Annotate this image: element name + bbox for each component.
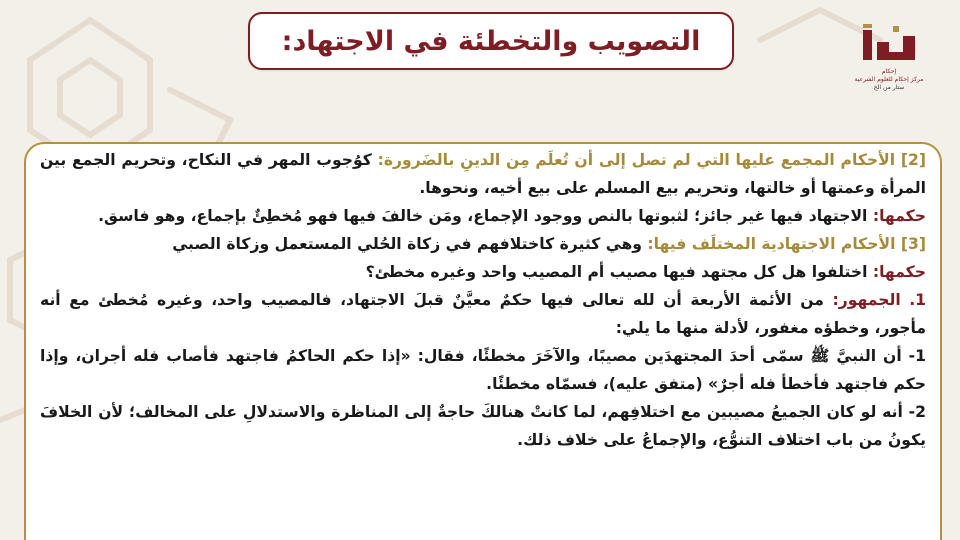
paragraph-evidence-1	[40, 342, 926, 398]
view-label: 1. الجمهور:	[832, 291, 927, 309]
paragraph-evidence-2	[40, 398, 926, 454]
paragraph-text: وهي كثيرة كاختلافهم في زكاة الحُلي المستعمل وزكاة الصبي	[172, 235, 648, 253]
logo	[848, 22, 930, 94]
paragraph-text: 2- أنه لو كان الجميعُ مصيبين مع اختلافِهم، لما كانتْ هنالكَ حاجةٌ إلى المناظرة والاستدلالِ على المخالف؛ لأن الخلافَ يكونُ من باب اختلاف التنوُّع، والإجماعُ على خلاف ذلك.	[40, 403, 926, 449]
page-title: التصويب والتخطئة في الاجتهاد:	[281, 25, 701, 57]
logo-tagline: ستار من الخ	[873, 84, 905, 91]
ruling-label: حكمها:	[872, 263, 926, 281]
paragraph-majority-view	[40, 286, 926, 342]
logo-name: إحكام	[881, 68, 897, 75]
paragraph-text: 1- أن النبيَّ ﷺ سمّى أحدَ المجتهدَين مصيبًا، والآخَرَ مخطئًا، فقال: «إذا حكم الحاكمُ فاجتهد فأصاب فله أجران، وإذا حكم فاجتهد فأخطأ فله أجرٌ» (متفق عليه)، فسمّاه مخطئًا.	[40, 347, 926, 393]
logo-subtitle: مركز إحكام للعلوم الشرعية	[854, 76, 924, 83]
paragraph-ijma-rulings	[40, 146, 926, 202]
paragraph-disputed-rulings	[40, 230, 926, 258]
paragraph-text: كوُجوب المهر في النكاح، وتحريم الجمع بين المرأة وعمتها أو خالتها، وتحريم بيع المسلم على بيع أخيه، ونحوها.	[40, 151, 926, 197]
paragraph-text: اختلفوا هل كل مجتهد فيها مصيب أم المصيب واحد وغيره مخطئ؟	[365, 263, 873, 281]
title-banner	[248, 12, 734, 70]
section-label: [2] الأحكام المجمع عليها التي لم تصل إلى أن تُعلَم مِن الدينِ بالضَرورة:	[377, 151, 926, 169]
paragraph-ruling-1	[40, 202, 926, 230]
ruling-label: حكمها:	[872, 207, 926, 225]
paragraph-text: الاجتهاد فيها غير جائز؛ لثبوتها بالنص ووجود الإجماع، ومَن خالفَ فيها فهو مُخطِئٌ بإجماع، وهو فاسق.	[98, 207, 873, 225]
paragraph-text: من الأئمة الأربعة أن لله تعالى فيها حكمٌ معيَّنٌ قبلَ الاجتهاد، فالمصيب واحد، وغيره مُخطئ مع أنه مأجور، وخطؤه مغفور، لأدلة منها ما يلي:	[40, 291, 926, 337]
paragraph-ruling-2	[40, 258, 926, 286]
content-panel	[24, 142, 942, 540]
logo-emblem-icon	[857, 22, 921, 68]
section-label: [3] الأحكام الاجتهادية المختلَف فيها:	[647, 235, 926, 253]
